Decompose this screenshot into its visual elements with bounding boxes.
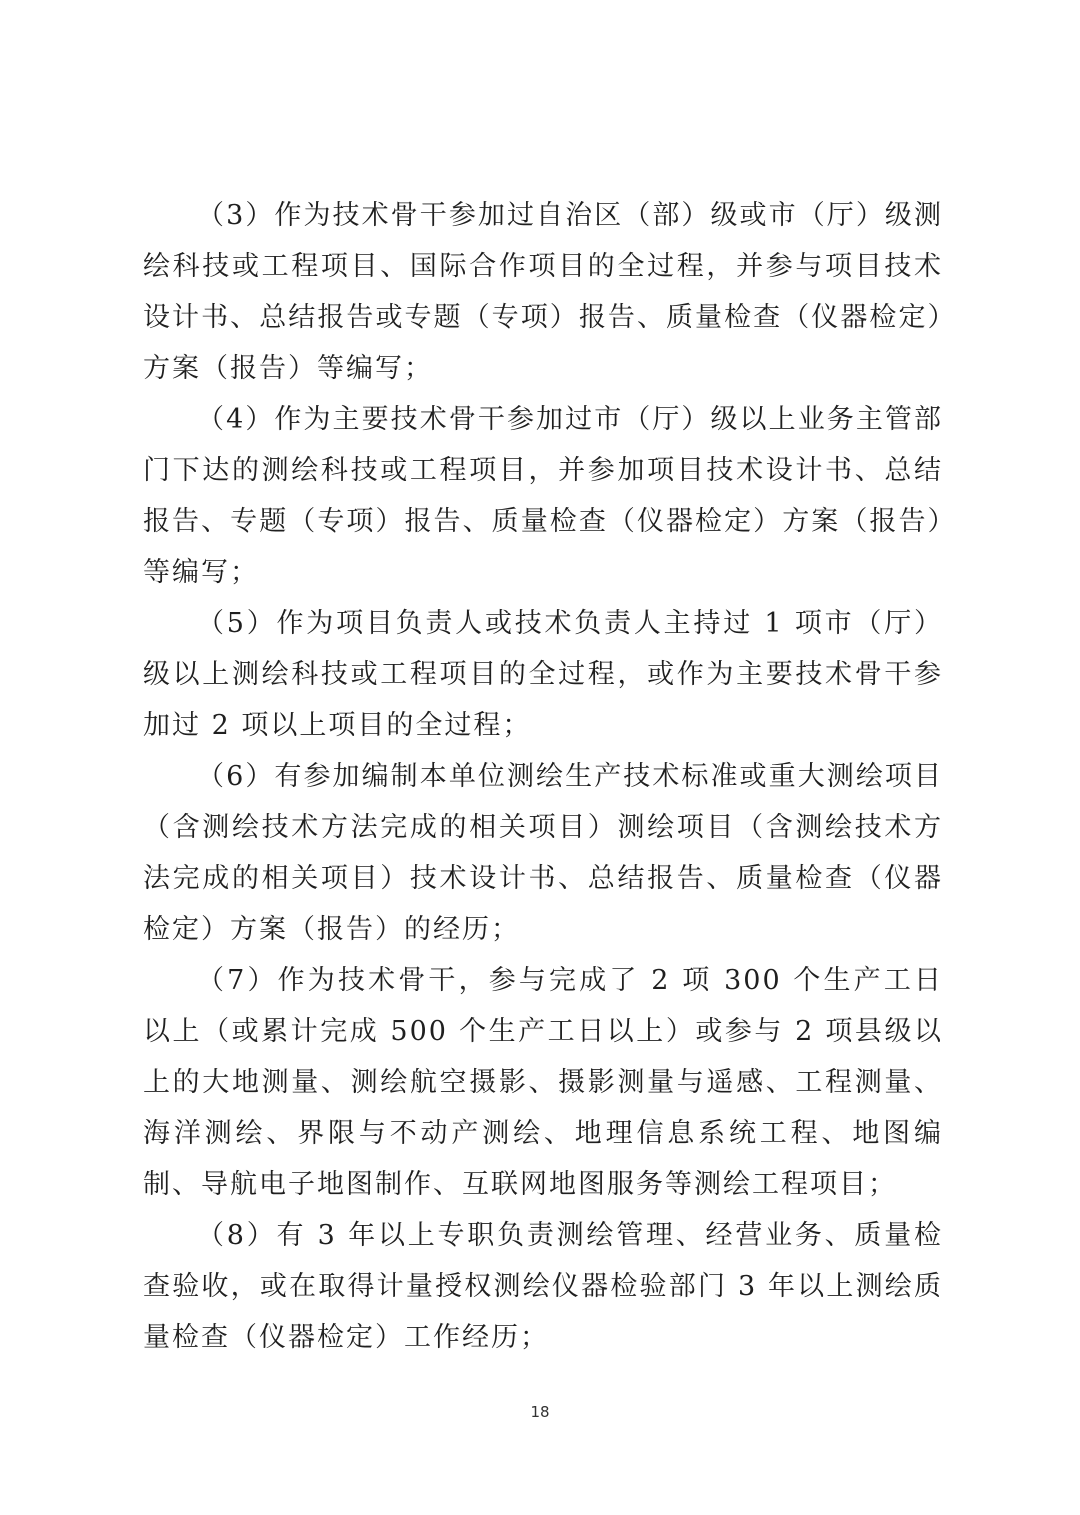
paragraph-item-5: （5）作为项目负责人或技术负责人主持过 1 项市（厅）级以上测绘科技或工程项目的全过程，或作为主要技术骨干参加过 2 项以上项目的全过程；	[143, 608, 943, 741]
page-number: 18	[530, 1403, 550, 1421]
document-body	[143, 190, 943, 1363]
paragraph-item-7: （7）作为技术骨干，参与完成了 2 项 300 个生产工日以上（或累计完成 500 个生产工日以上）或参与 2 项县级以上的大地测量、测绘航空摄影、摄影测量与遥感、工程测量、海洋测绘、界限与不动产测绘、地理信息系统工程、地图编制、导航电子地图制作、互联网地图服务等测绘工程项目；	[143, 965, 943, 1200]
paragraph-item-3: （3）作为技术骨干参加过自治区（部）级或市（厅）级测绘科技或工程项目、国际合作项目的全过程，并参与项目技术设计书、总结报告或专题（专项）报告、质量检查（仪器检定）方案（报告）等编写；	[143, 200, 943, 384]
paragraph-item-8: （8）有 3 年以上专职负责测绘管理、经营业务、质量检查验收，或在取得计量授权测绘仪器检验部门 3 年以上测绘质量检查（仪器检定）工作经历；	[143, 1220, 943, 1353]
paragraph-item-4: （4）作为主要技术骨干参加过市（厅）级以上业务主管部门下达的测绘科技或工程项目，并参加项目技术设计书、总结报告、专题（专项）报告、质量检查（仪器检定）方案（报告）等编写；	[143, 404, 943, 588]
paragraph-item-6: （6）有参加编制本单位测绘生产技术标准或重大测绘项目（含测绘技术方法完成的相关项目）测绘项目（含测绘技术方法完成的相关项目）技术设计书、总结报告、质量检查（仪器检定）方案（报告）的经历；	[143, 761, 943, 945]
